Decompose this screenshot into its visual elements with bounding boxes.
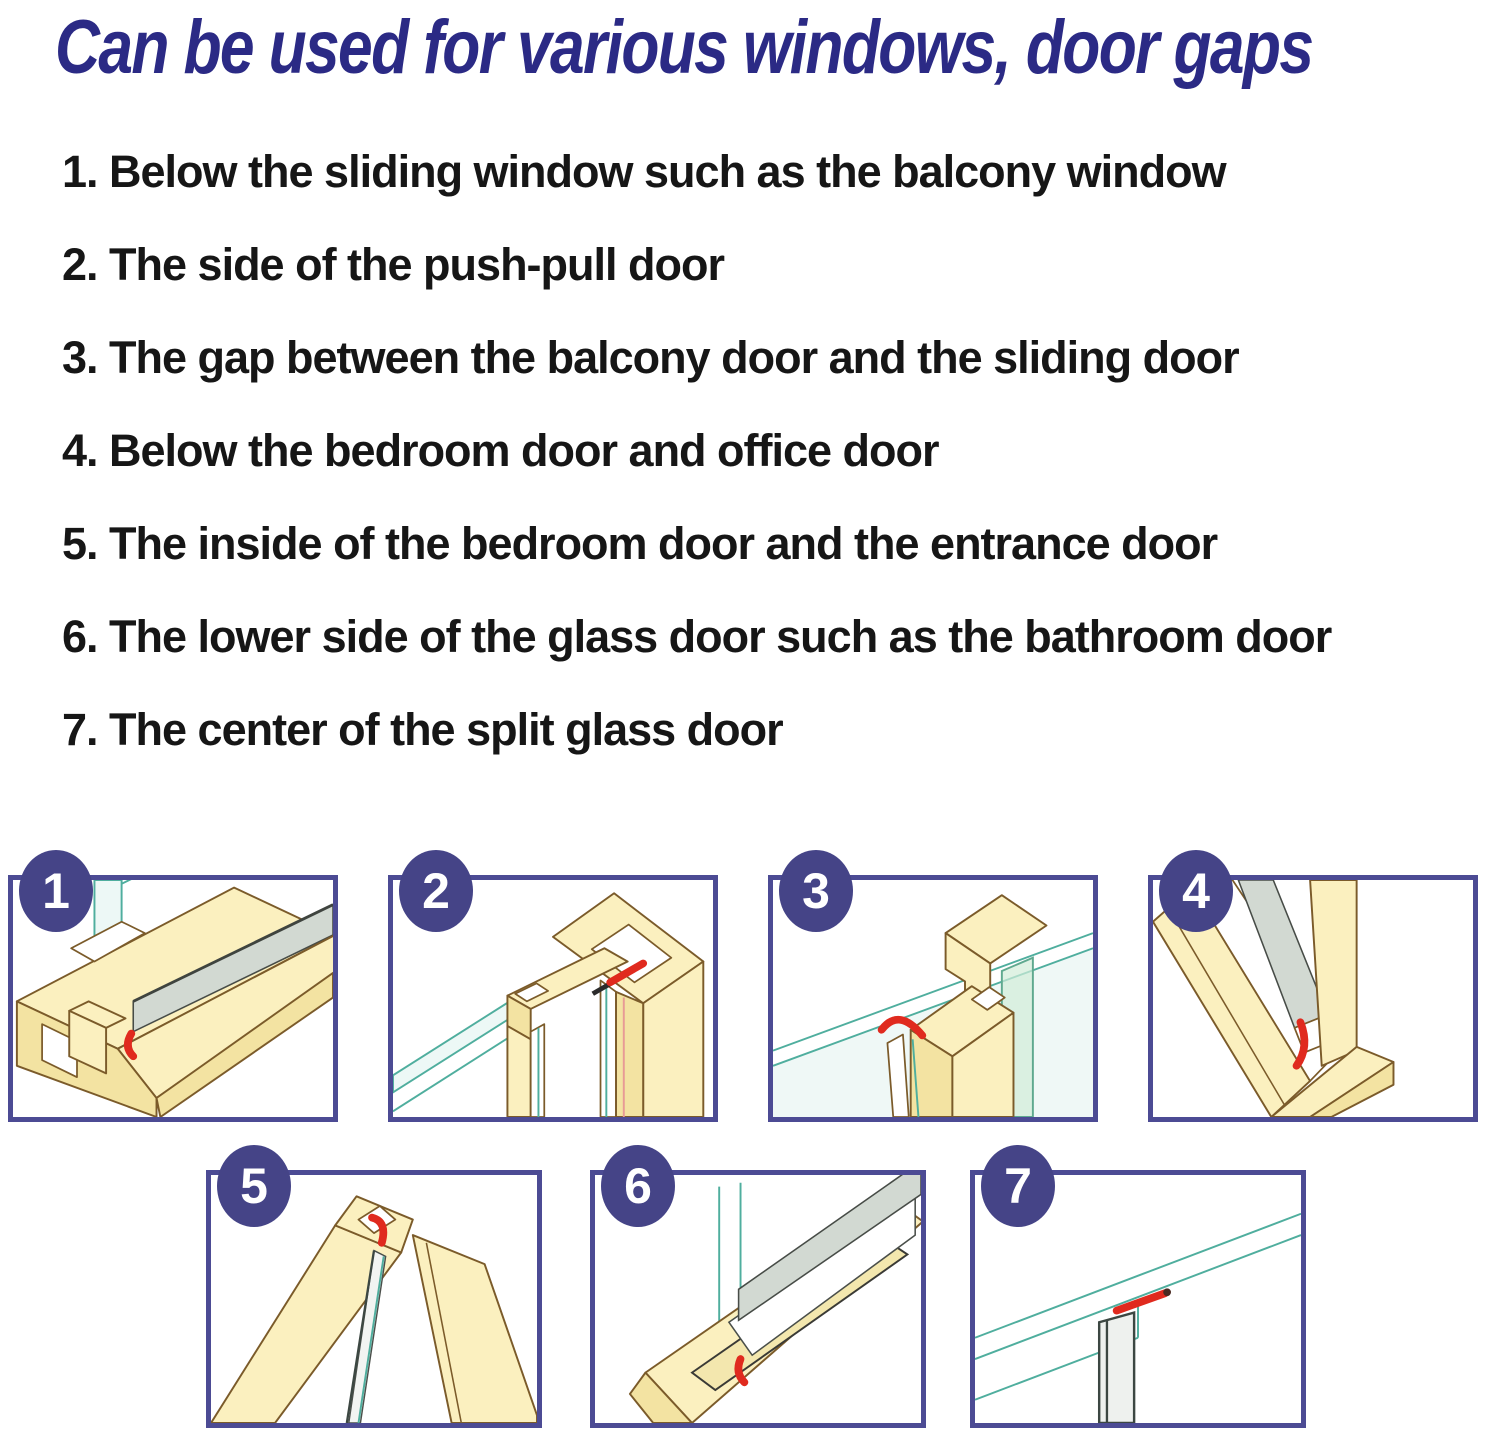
list-item: 2. The side of the push-pull door <box>62 239 724 290</box>
list-item: 5. The inside of the bedroom door and the entrance door <box>62 518 1218 569</box>
panel-number-badge: 2 <box>399 850 473 932</box>
list-item: 7. The center of the split glass door <box>62 704 783 755</box>
panel-3 <box>768 863 1098 1122</box>
panel-number-badge: 3 <box>779 850 853 932</box>
panel-4 <box>1148 863 1478 1122</box>
list-item: 4. Below the bedroom door and office door <box>62 425 939 476</box>
panel-number-badge: 4 <box>1159 850 1233 932</box>
panel-number-badge: 6 <box>601 1145 675 1227</box>
panel-7 <box>970 1158 1306 1428</box>
usage-list <box>62 148 1331 799</box>
panel-number-badge: 5 <box>217 1145 291 1227</box>
panel-5 <box>206 1158 542 1428</box>
page-title: Can be used for various windows, door gaps <box>55 5 1313 90</box>
panel-2 <box>388 863 718 1122</box>
panel-6 <box>590 1158 926 1428</box>
panel-number-badge: 7 <box>981 1145 1055 1227</box>
list-item: 6. The lower side of the glass door such as the bathroom door <box>62 611 1332 662</box>
list-item: 1. Below the sliding window such as the balcony window <box>62 146 1226 197</box>
list-item: 3. The gap between the balcony door and the sliding door <box>62 332 1239 383</box>
panel-1 <box>8 863 338 1122</box>
panel-number-badge: 1 <box>19 850 93 932</box>
